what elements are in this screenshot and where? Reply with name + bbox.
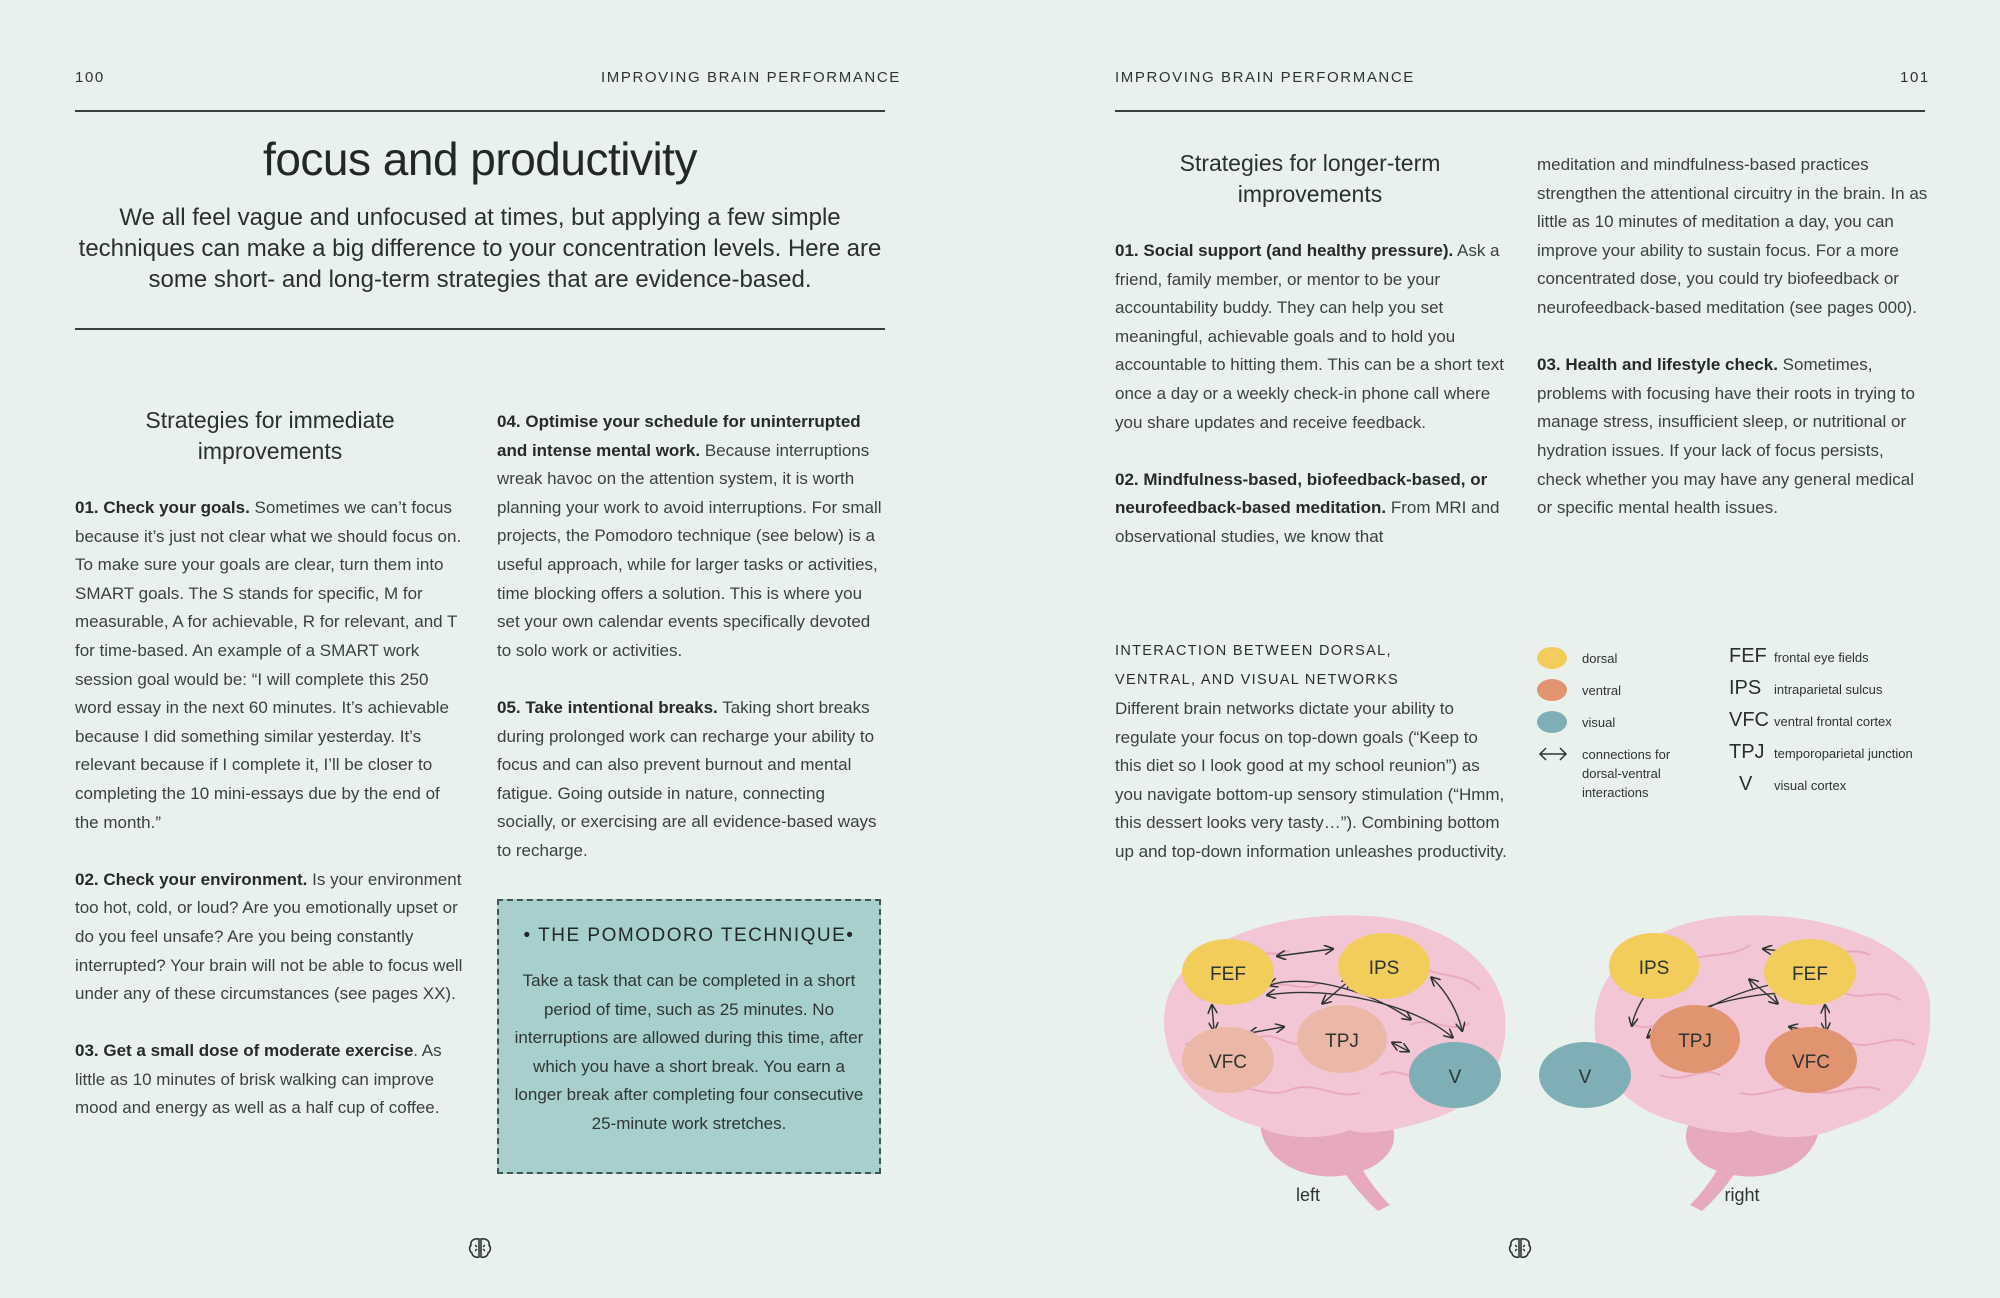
left-brain-node-tpj [1297, 1005, 1387, 1073]
page-title: focus and productivity [263, 133, 697, 185]
svg-text:IPS: IPS [1638, 958, 1670, 979]
intro-text: We all feel vague and unfocused at times, but applying a few simple techniques can make a big difference to your concentration levels. Here are some short- and long-term strategies that are evidence-based. [78, 204, 882, 293]
section-heading-longer-term: Strategies for longer-term improvements [1179, 150, 1441, 207]
pomodoro-box [497, 899, 881, 1174]
left-column-2 [497, 408, 887, 894]
svg-text:VFC: VFC [1209, 1052, 1247, 1073]
svg-text:V: V [1448, 1067, 1462, 1088]
item-optimise-schedule: 04. Optimise your schedule for uninterrupted and intense mental work. Because interruptions wreak havoc on the attention system, it is worth planning your work to avoid interruptions. For small projects, the Pomodoro technique (see below) is a useful approach, while for larger tasks or activities, time blocking offers a solution. This is where you set your own calendar events specifically devoted to solo work or activities. [497, 412, 882, 660]
top-rule-right [1115, 110, 1925, 112]
section-heading-immediate: Strategies for immediate improvements [145, 407, 395, 464]
right-column-1 [1115, 237, 1507, 580]
left-column-1 [75, 494, 467, 1152]
brain-diagram [1110, 905, 1930, 1215]
double-arrow-icon [1537, 745, 1569, 763]
right-brain [1539, 915, 1930, 1211]
left-brain-node-fef [1182, 939, 1274, 1005]
right-brain-node-vfc [1765, 1027, 1857, 1093]
top-rule-left [75, 110, 885, 112]
right-brain-node-v [1539, 1042, 1631, 1108]
legend-visual-swatch [1537, 711, 1567, 733]
svg-text:TPJ: TPJ [1678, 1031, 1712, 1052]
item-meditation: 02. Mindfulness-based, biofeedback-based, or neurofeedback-based meditation. From MRI and observational studies, we know that [1115, 469, 1500, 546]
right-brain-label: right [1724, 1185, 1760, 1205]
page-number-right: 101 [1900, 69, 1930, 86]
svg-text:V: V [1578, 1067, 1592, 1088]
brain-icon [467, 1236, 493, 1260]
left-brain [1164, 915, 1506, 1211]
right-brain-node-ips [1609, 933, 1699, 999]
running-head-left: IMPROVING BRAIN PERFORMANCE [601, 69, 901, 86]
intro-rule [75, 328, 885, 330]
diagram-caption-heading: INTERACTION BETWEEN DORSAL, VENTRAL, AND VISUAL NETWORKS [1115, 643, 1400, 688]
item-check-goals: 01. Check your goals. Sometimes we can’t focus because it’s just not clear what we should focus on. To make sure your goals are clear, turn them into SMART goals. The S stands for specific, M for measurable, A for achievable, R for relevant, and T for time-based. An example of a SMART work session goal would be: “I will complete this 250 word essay in the next 60 minutes. It’s achievable because I did something similar yesterday. It’s relevant because if I complete it, I’ll be closer to completing the 10 mini-essays due by the end of the month.” [75, 498, 462, 832]
left-brain-node-vfc [1182, 1027, 1274, 1093]
brain-icon [1507, 1236, 1533, 1260]
item-exercise: 03. Get a small dose of moderate exercise. As little as 10 minutes of brisk walking can improve mood and energy as well as a half cup of coffee. [75, 1041, 442, 1118]
svg-text:IPS: IPS [1368, 958, 1400, 979]
svg-text:VFC: VFC [1792, 1052, 1830, 1073]
svg-text:FEF: FEF [1792, 964, 1828, 985]
svg-text:FEF: FEF [1210, 964, 1246, 985]
left-brain-node-ips [1338, 933, 1430, 999]
svg-text:TPJ: TPJ [1325, 1031, 1359, 1052]
pomodoro-title: • THE POMODORO TECHNIQUE• [523, 925, 855, 946]
legend-ventral-swatch [1537, 679, 1567, 701]
item-intentional-breaks: 05. Take intentional breaks. Taking short breaks during prolonged work can recharge your ability to focus and can also prevent burnout and mental fatigue. Going outside in nature, connecting socially, or exercising are all evidence-based ways to recharge. [497, 697, 877, 860]
right-column-2 [1537, 151, 1929, 551]
item-check-environment: 02. Check your environment. Is your environment too hot, cold, or loud? Are you emotionally upset or do you feel unsafe? Are you being constantly interrupted? Your brain will not be able to focus well under any of these circumstances (see pages XX). [75, 869, 463, 1004]
right-brain-node-fef [1764, 939, 1856, 1005]
running-head-right: IMPROVING BRAIN PERFORMANCE [1115, 69, 1415, 86]
diagram-caption-body: Different brain networks dictate your ability to regulate your focus on top-down goals (“Keep to this diet so I look good at my school reunion”) as you navigate bottom-up sensory stimulation (“Hmm, this dessert looks very tasty…”). Combining bottom up and top-down information unleashes productivity. [1115, 699, 1507, 861]
item-social-support: 01. Social support (and healthy pressure). Ask a friend, family member, or mentor to be your accountability buddy. They can help you set meaningful, achievable goals and to hold you accountable to hitting them. This can be a short text once a day or a weekly check-in phone call where you share updates and receive feedback. [1115, 241, 1505, 432]
item-health-check: 03. Health and lifestyle check. Sometimes, problems with focusing have their roots in trying to manage stress, insufficient sleep, or nutritional or hydration issues. If your lack of focus persists, check whether you may have any general medical or specific mental health issues. [1537, 355, 1915, 518]
right-brain-node-tpj [1650, 1005, 1740, 1073]
meditation-continuation: meditation and mindfulness-based practices strengthen the attentional circuitry in the brain. In as little as 10 minutes of meditation a day, you can improve your ability to sustain focus. For a more concentrated dose, you could try biofeedback or neurofeedback-based meditation (see pages 000). [1537, 155, 1928, 317]
left-brain-node-v [1409, 1042, 1501, 1108]
pomodoro-body: Take a task that can be completed in a short period of time, such as 25 minutes. No interruptions are allowed during this time, after which you have a short break. You earn a longer break after completing four consecutive 25-minute work stretches. [514, 971, 864, 1133]
left-brain-label: left [1295, 1185, 1321, 1205]
legend-dorsal-swatch [1537, 647, 1567, 669]
page-number-left: 100 [75, 69, 105, 86]
